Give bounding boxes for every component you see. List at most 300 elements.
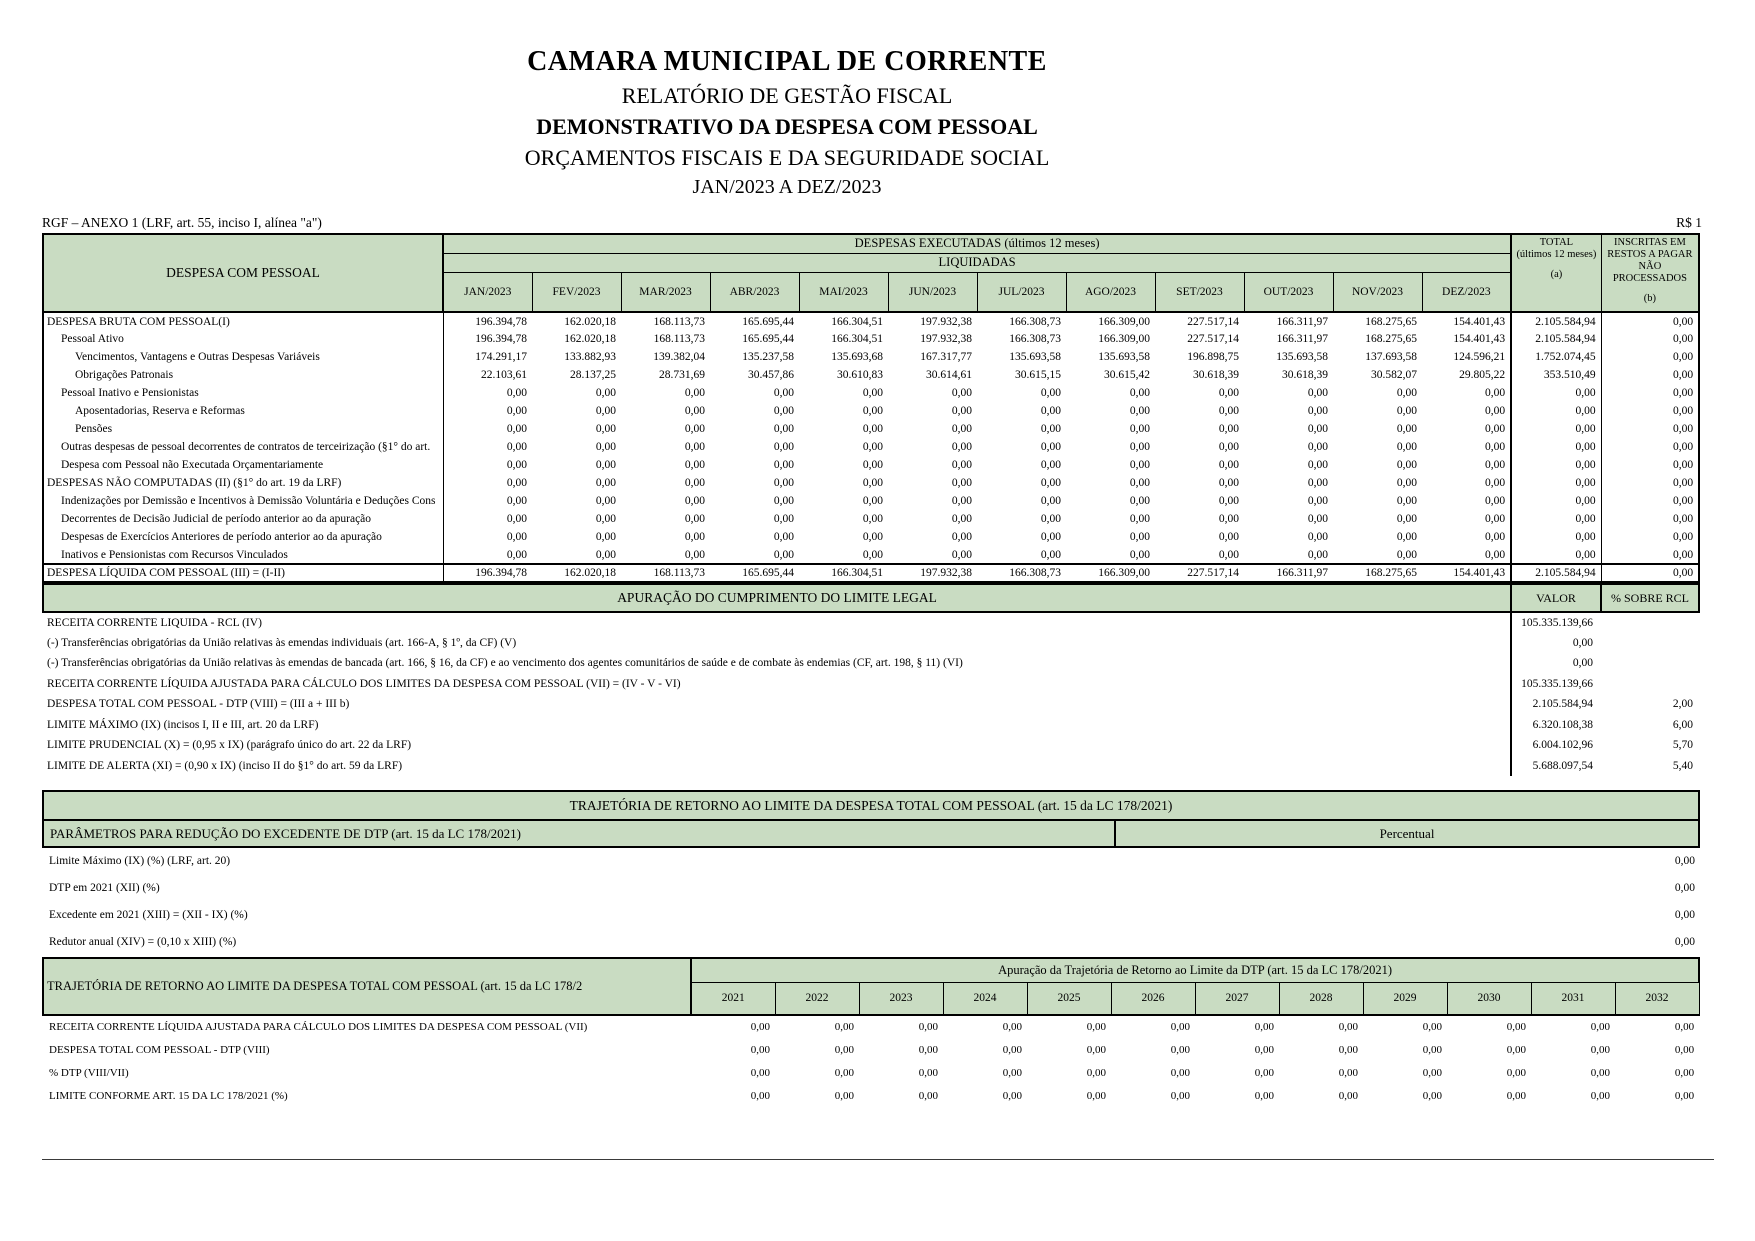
trajetoria-title: TRAJETÓRIA DE RETORNO AO LIMITE DA DESPESA TOTAL COM PESSOAL (art. 15 da LC 178/2021) (43, 791, 1699, 820)
month-value: 0,00 (595, 531, 616, 543)
month-value: 0,00 (1485, 423, 1506, 435)
trajetoria-group-header: Apuração da Trajetória de Retorno ao Limite da DTP (art. 15 da LC 178/2021) (691, 958, 1699, 982)
table-row (43, 456, 1699, 474)
year-value: 0,00 (750, 1021, 770, 1033)
year-value: 0,00 (1674, 1043, 1695, 1056)
valor-value: 0,00 (1511, 653, 1601, 674)
month-value: 0,00 (862, 477, 883, 489)
column-header-year: 2025 (1027, 982, 1111, 1015)
restos-value: 0,00 (1673, 405, 1694, 417)
month-value: 0,00 (1040, 477, 1061, 489)
month-value: 0,00 (1218, 441, 1239, 453)
total-value: 1.752.074,45 (1511, 348, 1601, 366)
row-label: LIMITE DE ALERTA (XI) = (0,90 x IX) (inciso II do §1° do art. 59 da LRF) (47, 759, 403, 772)
month-value: 165.695,44 (710, 564, 799, 582)
month-value: 0,00 (773, 548, 794, 561)
apuracao-row (43, 674, 1699, 695)
percentual-value: 0,00 (1674, 908, 1695, 921)
total-header-sub: (últimos 12 meses) (1516, 249, 1597, 261)
month-value: 227.517,14 (1155, 564, 1244, 582)
row-label: Outras despesas de pessoal decorrentes de contratos de terceirização (§1° do art. (43, 438, 443, 456)
month-value: 0,00 (506, 423, 527, 435)
row-label: Redutor anual (XIV) = (0,10 x XIII) (%) (49, 935, 237, 948)
month-value: 0,00 (773, 459, 794, 471)
month-value: 0,00 (951, 423, 972, 435)
month-value: 0,00 (1218, 423, 1239, 435)
table-row (43, 312, 1699, 330)
year-value: 0,00 (1170, 1089, 1190, 1102)
row-label: DESPESAS NÃO COMPUTADAS (II) (§1° do art. 19 da LRF) (43, 474, 443, 492)
pct-rcl-value: 6,00 (1672, 718, 1693, 731)
percentual-value: 0,00 (1674, 881, 1695, 894)
row-label: (-) Transferências obrigatórias da União relativas às emendas de bancada (art. 166, § 16, da CF) e ao vencimento dos agentes comunitários de saúde e de combate às endemias (CF, art. 198, § 11) (VI) (47, 657, 963, 670)
year-value: 0,00 (1002, 1021, 1022, 1033)
month-value: 0,00 (1485, 477, 1506, 489)
year-value: 0,00 (1674, 1089, 1695, 1102)
month-value: 0,00 (595, 423, 616, 435)
table-row (43, 348, 1699, 366)
month-value: 0,00 (1218, 495, 1239, 507)
year-value: 0,00 (1506, 1089, 1526, 1102)
column-header-year: 2021 (691, 982, 775, 1015)
month-value: 0,00 (1040, 495, 1061, 507)
column-header-month: JUL/2023 (977, 272, 1066, 312)
month-value: 166.304,51 (831, 315, 883, 328)
month-value: 0,00 (1307, 387, 1328, 399)
month-value: 0,00 (1040, 513, 1061, 525)
year-value: 0,00 (1506, 1021, 1526, 1033)
row-label: Inativos e Pensionistas com Recursos Vinculados (43, 546, 443, 564)
month-value: 0,00 (1307, 548, 1328, 561)
month-value: 0,00 (1307, 423, 1328, 435)
month-value: 0,00 (773, 405, 794, 417)
month-value: 0,00 (1485, 441, 1506, 453)
restos-value: 0,00 (1673, 441, 1694, 453)
month-value: 30.615,15 (1015, 369, 1061, 381)
month-value: 0,00 (951, 548, 972, 561)
year-value: 0,00 (1590, 1021, 1610, 1033)
month-value: 0,00 (1307, 405, 1328, 417)
row-label: Decorrentes de Decisão Judicial de período anterior ao da apuração (43, 510, 443, 528)
month-value: 166.308,73 (977, 564, 1066, 582)
restos-value: 0,00 (1673, 477, 1694, 489)
year-value: 0,00 (918, 1043, 938, 1056)
pct-rcl-value (1601, 653, 1699, 674)
month-value: 196.898,75 (1187, 351, 1239, 363)
month-value: 166.311,97 (1276, 333, 1328, 345)
month-value: 0,00 (684, 423, 705, 435)
total-value: 0,00 (1511, 438, 1601, 456)
month-value: 0,00 (506, 387, 527, 399)
valor-value: 105.335.139,66 (1511, 674, 1601, 695)
month-value: 162.020,18 (564, 315, 616, 328)
year-value: 0,00 (1086, 1021, 1106, 1033)
month-value: 196.394,78 (443, 564, 532, 582)
restos-header-line: INSCRITAS EM RESTOS A PAGAR NÃO PROCESSADOS (1607, 237, 1693, 285)
restos-value: 0,00 (1601, 564, 1699, 582)
year-value: 0,00 (1086, 1089, 1106, 1102)
month-value: 0,00 (506, 441, 527, 453)
month-value: 0,00 (773, 495, 794, 507)
pct-rcl-value (1601, 633, 1699, 654)
month-value: 30.614,61 (926, 369, 972, 381)
month-value: 0,00 (506, 548, 527, 561)
month-value: 0,00 (951, 441, 972, 453)
column-header-valor: VALOR (1511, 584, 1601, 612)
year-value: 0,00 (1254, 1043, 1274, 1056)
month-value: 165.695,44 (742, 333, 794, 345)
month-value: 0,00 (1396, 459, 1417, 471)
restos-value: 0,00 (1673, 387, 1694, 399)
column-header-restos (1601, 234, 1699, 312)
month-value: 0,00 (684, 513, 705, 525)
year-value: 0,00 (834, 1089, 854, 1102)
month-value: 0,00 (862, 513, 883, 525)
month-value: 0,00 (684, 548, 705, 561)
report-header (42, 46, 1532, 199)
month-value: 0,00 (1396, 513, 1417, 525)
total-value: 2.105.584,94 (1511, 564, 1601, 582)
row-label: Despesa com Pessoal não Executada Orçamentariamente (43, 456, 443, 474)
apuracao-row (43, 694, 1699, 715)
month-value: 0,00 (1485, 531, 1506, 543)
month-value: 0,00 (595, 387, 616, 399)
trajetoria-row (43, 1061, 1699, 1084)
month-value: 133.882,93 (564, 351, 616, 363)
month-value: 0,00 (862, 387, 883, 399)
month-value: 0,00 (862, 548, 883, 561)
valor-value: 5.688.097,54 (1511, 756, 1601, 777)
table-row (43, 438, 1699, 456)
month-value: 0,00 (1396, 441, 1417, 453)
bottom-rule (42, 1159, 1714, 1160)
restos-value: 0,00 (1673, 531, 1694, 543)
month-value: 0,00 (1307, 459, 1328, 471)
month-value: 166.309,00 (1098, 315, 1150, 328)
year-value: 0,00 (1170, 1021, 1190, 1033)
month-value: 0,00 (1485, 405, 1506, 417)
month-value: 162.020,18 (532, 564, 621, 582)
month-value: 0,00 (684, 459, 705, 471)
year-value: 0,00 (1422, 1043, 1442, 1056)
restos-header-letter: (b) (1643, 293, 1657, 305)
month-value: 162.020,18 (564, 333, 616, 345)
column-header-year: 2023 (859, 982, 943, 1015)
year-value: 0,00 (1422, 1066, 1442, 1079)
pct-rcl-value (1601, 674, 1699, 695)
month-value: 0,00 (684, 405, 705, 417)
year-value: 0,00 (750, 1066, 770, 1079)
month-value: 0,00 (951, 513, 972, 525)
pct-rcl-value: 5,70 (1672, 739, 1693, 752)
month-value: 0,00 (951, 531, 972, 543)
parametros-header: PARÂMETROS PARA REDUÇÃO DO EXCEDENTE DE DTP (art. 15 da LC 178/2021) (43, 820, 1115, 847)
row-label: DESPESA LÍQUIDA COM PESSOAL (III) = (I-II) (43, 564, 443, 582)
row-label: DESPESA BRUTA COM PESSOAL(I) (43, 312, 443, 330)
month-value: 0,00 (1218, 548, 1239, 561)
month-value: 30.618,39 (1193, 369, 1239, 381)
column-header-month: NOV/2023 (1333, 272, 1422, 312)
restos-value: 0,00 (1673, 459, 1694, 471)
row-label: Pessoal Inativo e Pensionistas (43, 384, 443, 402)
month-value: 0,00 (1218, 477, 1239, 489)
table-row (43, 510, 1699, 528)
apuracao-row (43, 612, 1699, 633)
month-value: 154.401,43 (1453, 315, 1506, 328)
month-value: 135.693,58 (1098, 351, 1150, 363)
column-header-year: 2026 (1111, 982, 1195, 1015)
month-value: 30.615,42 (1104, 369, 1150, 381)
year-value: 0,00 (1590, 1089, 1610, 1102)
restos-value: 0,00 (1673, 333, 1694, 345)
year-value: 0,00 (1338, 1089, 1358, 1102)
percentual-value: 0,00 (1674, 855, 1695, 867)
column-header-month: SET/2023 (1155, 272, 1244, 312)
month-value: 0,00 (1040, 459, 1061, 471)
month-value: 0,00 (1129, 405, 1150, 417)
total-value: 0,00 (1511, 492, 1601, 510)
month-value: 0,00 (1396, 531, 1417, 543)
month-value: 227.517,14 (1187, 315, 1239, 328)
table-row (43, 492, 1699, 510)
month-value: 0,00 (1129, 423, 1150, 435)
month-value: 0,00 (951, 459, 972, 471)
column-header-executadas: DESPESAS EXECUTADAS (últimos 12 meses) (443, 234, 1511, 253)
month-value: 0,00 (684, 477, 705, 489)
month-value: 0,00 (595, 459, 616, 471)
demo-title: DEMONSTRATIVO DA DESPESA COM PESSOAL (536, 114, 1038, 139)
month-value: 29.805,22 (1459, 369, 1506, 381)
year-value: 0,00 (834, 1021, 854, 1033)
column-header-month: FEV/2023 (532, 272, 621, 312)
apuracao-limite-table (42, 583, 1700, 776)
month-value: 0,00 (1040, 441, 1061, 453)
table-row (43, 528, 1699, 546)
table-row (43, 420, 1699, 438)
row-label: Pensões (43, 420, 443, 438)
month-value: 0,00 (1485, 495, 1506, 507)
trajetoria-anual-table (42, 957, 1700, 1107)
trajetoria-row (43, 1084, 1699, 1107)
total-value: 353.510,49 (1511, 366, 1601, 384)
row-label: Limite Máximo (IX) (%) (LRF, art. 20) (49, 855, 231, 867)
column-header-month: ABR/2023 (710, 272, 799, 312)
month-value: 0,00 (1040, 423, 1061, 435)
month-value: 0,00 (1307, 495, 1328, 507)
year-value: 0,00 (1086, 1066, 1106, 1079)
month-value: 30.618,39 (1282, 369, 1328, 381)
column-header-year: 2027 (1195, 982, 1279, 1015)
parametro-row (43, 847, 1699, 874)
year-value: 0,00 (1422, 1089, 1442, 1102)
column-header-year: 2022 (775, 982, 859, 1015)
column-header-year: 2029 (1363, 982, 1447, 1015)
month-value: 0,00 (684, 441, 705, 453)
restos-value: 0,00 (1673, 423, 1694, 435)
parametro-row (43, 901, 1699, 928)
month-value: 0,00 (1129, 441, 1150, 453)
column-header-month: JUN/2023 (888, 272, 977, 312)
pct-rcl-value: 5,40 (1672, 759, 1693, 772)
month-value: 197.932,38 (920, 315, 972, 328)
month-value: 0,00 (862, 423, 883, 435)
month-value: 0,00 (862, 459, 883, 471)
month-value: 196.394,78 (475, 315, 527, 328)
column-header-year: 2032 (1615, 982, 1699, 1015)
column-header-month: AGO/2023 (1066, 272, 1155, 312)
month-value: 0,00 (773, 531, 794, 543)
month-value: 0,00 (862, 495, 883, 507)
month-value: 0,00 (862, 441, 883, 453)
month-value: 0,00 (595, 513, 616, 525)
month-value: 154.401,43 (1453, 333, 1506, 345)
report-title: RELATÓRIO DE GESTÃO FISCAL (621, 83, 953, 108)
row-label: (-) Transferências obrigatórias da União relativas às emendas individuais (art. 166-A, § 1º, da CF) (V) (47, 636, 517, 649)
month-value: 0,00 (773, 423, 794, 435)
year-value: 0,00 (1590, 1043, 1610, 1056)
month-value: 0,00 (506, 531, 527, 543)
month-value: 154.401,43 (1422, 564, 1511, 582)
month-value: 166.311,97 (1276, 315, 1328, 328)
row-label: Despesas de Exercícios Anteriores de período anterior ao da apuração (43, 528, 443, 546)
table-row (43, 384, 1699, 402)
row-label: Obrigações Patronais (43, 366, 443, 384)
valor-value: 6.320.108,38 (1511, 715, 1601, 736)
year-value: 0,00 (750, 1089, 770, 1102)
scope-title: ORÇAMENTOS FISCAIS E DA SEGURIDADE SOCIAL (524, 145, 1050, 170)
month-value: 0,00 (506, 459, 527, 471)
month-value: 168.275,65 (1365, 333, 1417, 345)
year-value: 0,00 (918, 1021, 938, 1033)
total-value: 0,00 (1511, 384, 1601, 402)
month-value: 0,00 (1396, 423, 1417, 435)
year-value: 0,00 (1422, 1021, 1442, 1033)
row-label: Excedente em 2021 (XIII) = (XII - IX) (%) (49, 908, 248, 921)
row-label: LIMITE MÁXIMO (IX) (incisos I, II e III, art. 20 da LRF) (47, 718, 319, 731)
table-row (43, 366, 1699, 384)
month-value: 166.309,00 (1098, 333, 1150, 345)
total-value: 0,00 (1511, 456, 1601, 474)
table-row (43, 402, 1699, 420)
month-value: 0,00 (1307, 513, 1328, 525)
total-value: 0,00 (1511, 510, 1601, 528)
column-header-year: 2030 (1447, 982, 1531, 1015)
trajetoria-parametros-table (42, 790, 1700, 955)
row-label: Vencimentos, Vantagens e Outras Despesas Variáveis (43, 348, 443, 366)
row-label: LIMITE PRUDENCIAL (X) = (0,95 x IX) (parágrafo único do art. 22 da LRF) (47, 739, 412, 752)
column-header-pct-rcl: % SOBRE RCL (1601, 584, 1699, 612)
year-value: 0,00 (1506, 1066, 1526, 1079)
row-label: Indenizações por Demissão e Incentivos à Demissão Voluntária e Deduções Cons (43, 492, 443, 510)
row-label: LIMITE CONFORME ART. 15 DA LC 178/2021 (%) (49, 1089, 288, 1102)
month-value: 0,00 (1129, 459, 1150, 471)
total-value: 0,00 (1511, 528, 1601, 546)
year-value: 0,00 (1254, 1089, 1274, 1102)
month-value: 0,00 (1129, 387, 1150, 399)
column-header-year: 2024 (943, 982, 1027, 1015)
month-value: 0,00 (595, 441, 616, 453)
month-value: 166.304,51 (831, 333, 883, 345)
parametro-row (43, 928, 1699, 955)
percentual-header: Percentual (1115, 820, 1699, 847)
apuracao-row (43, 756, 1699, 777)
total-header-letter: (a) (1550, 269, 1563, 281)
row-label: RECEITA CORRENTE LÍQUIDA AJUSTADA PARA CÁLCULO DOS LIMITES DA DESPESA COM PESSOAL (VII) = (IV - V - VI) (47, 677, 681, 690)
table-row (43, 330, 1699, 348)
month-value: 0,00 (595, 548, 616, 561)
column-header-despesa: DESPESA COM PESSOAL (43, 234, 443, 312)
month-value: 28.731,69 (659, 369, 705, 381)
total-value: 2.105.584,94 (1511, 330, 1601, 348)
month-value: 30.582,07 (1371, 369, 1417, 381)
month-value: 0,00 (506, 495, 527, 507)
year-value: 0,00 (1254, 1021, 1274, 1033)
pct-rcl-value (1601, 612, 1699, 633)
year-value: 0,00 (750, 1043, 770, 1056)
annex-row (42, 215, 1702, 233)
year-value: 0,00 (1254, 1066, 1274, 1079)
month-value: 0,00 (862, 405, 883, 417)
month-value: 168.113,73 (653, 333, 705, 345)
apuracao-row (43, 735, 1699, 756)
year-value: 0,00 (834, 1066, 854, 1079)
currency-note: R$ 1 (1676, 215, 1702, 230)
trajetoria-row (43, 1038, 1699, 1061)
month-value: 197.932,38 (920, 333, 972, 345)
month-value: 0,00 (506, 405, 527, 417)
month-value: 166.308,73 (1009, 315, 1061, 328)
table-row (43, 546, 1699, 564)
column-header-year: 2031 (1531, 982, 1615, 1015)
restos-value: 0,00 (1673, 513, 1694, 525)
month-value: 0,00 (506, 513, 527, 525)
total-value: 0,00 (1511, 402, 1601, 420)
year-value: 0,00 (1002, 1089, 1022, 1102)
month-value: 30.457,86 (748, 369, 794, 381)
year-value: 0,00 (1674, 1066, 1695, 1079)
column-header-month: JAN/2023 (443, 272, 532, 312)
month-value: 0,00 (1040, 548, 1061, 561)
month-value: 165.695,44 (742, 315, 794, 328)
month-value: 0,00 (684, 495, 705, 507)
month-value: 166.309,00 (1066, 564, 1155, 582)
row-label: % DTP (VIII/VII) (49, 1066, 129, 1079)
total-value: 2.105.584,94 (1511, 312, 1601, 330)
month-value: 135.693,58 (1276, 351, 1328, 363)
month-value: 135.237,58 (742, 351, 794, 363)
month-value: 0,00 (1396, 495, 1417, 507)
month-value: 0,00 (1218, 387, 1239, 399)
month-value: 0,00 (1396, 387, 1417, 399)
month-value: 0,00 (1040, 387, 1061, 399)
pct-rcl-value: 2,00 (1672, 698, 1693, 711)
column-header-month: MAI/2023 (799, 272, 888, 312)
month-value: 0,00 (1218, 405, 1239, 417)
despesa-liquida-row (43, 564, 1699, 582)
month-value: 166.304,51 (799, 564, 888, 582)
month-value: 0,00 (1129, 548, 1150, 561)
month-value: 196.394,78 (475, 333, 527, 345)
row-label: Pessoal Ativo (43, 330, 443, 348)
month-value: 0,00 (773, 387, 794, 399)
column-header-month: OUT/2023 (1244, 272, 1333, 312)
apuracao-row (43, 715, 1699, 736)
month-value: 0,00 (862, 531, 883, 543)
month-value: 0,00 (1307, 477, 1328, 489)
month-value: 0,00 (1307, 531, 1328, 543)
apuracao-row (43, 633, 1699, 654)
month-value: 0,00 (773, 477, 794, 489)
